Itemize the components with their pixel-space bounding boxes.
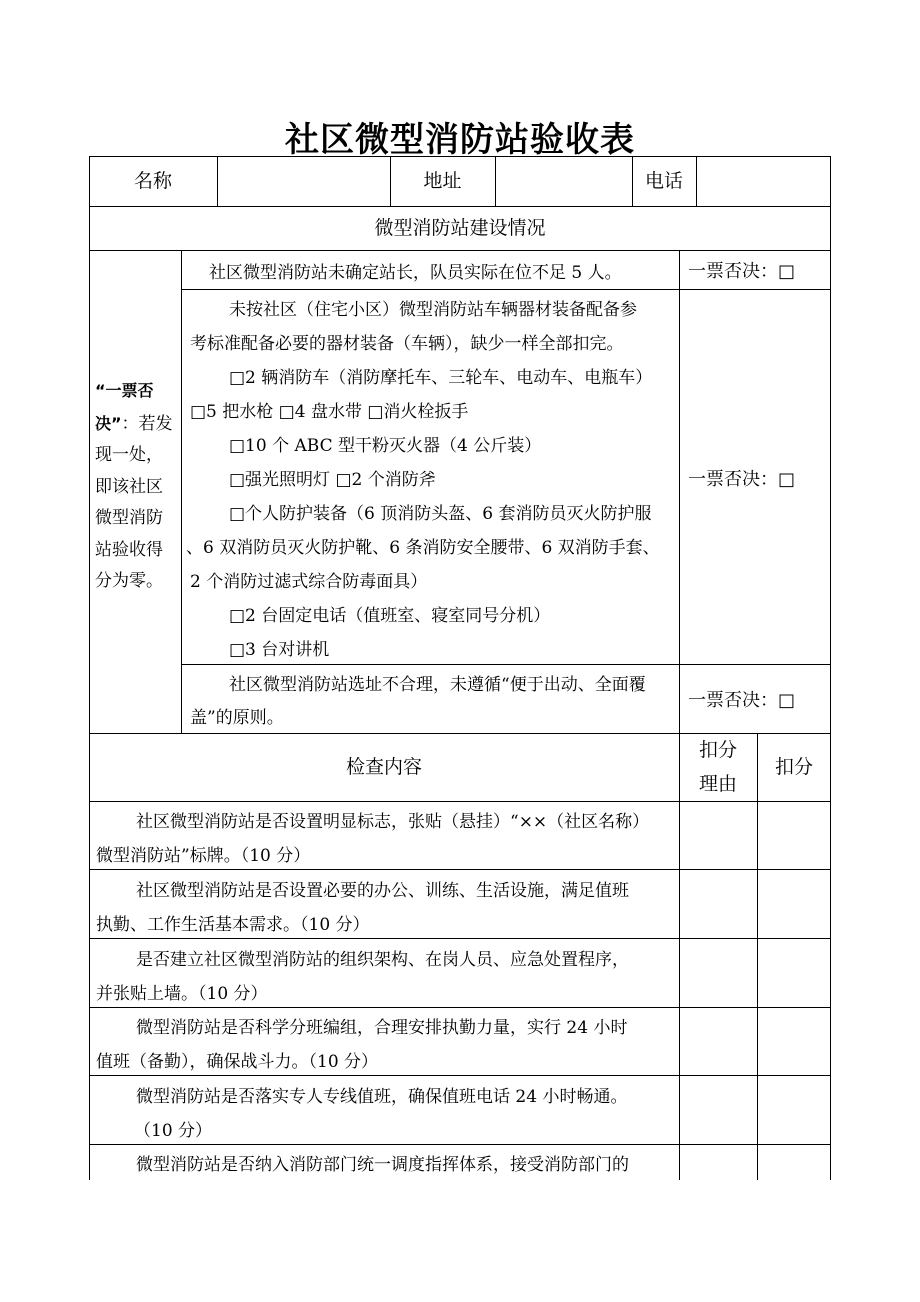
- veto-checkbox-3[interactable]: 一票否决：□: [688, 690, 796, 711]
- col-divider: [757, 733, 758, 1180]
- deduct-reason-header-line2: 理由: [698, 773, 737, 795]
- veto-item-2-line: □3 台对讲机: [229, 640, 330, 660]
- check-item-line: 微型消防站”标牌。（10 分）: [96, 846, 311, 866]
- section-title: 微型消防站建设情况: [374, 217, 546, 239]
- row-divider: [89, 801, 831, 802]
- col-divider: [679, 733, 680, 1180]
- row-divider: [89, 250, 831, 251]
- veto-item-2-line: 2 个消防过滤式综合防毒面具）: [190, 572, 428, 592]
- deduct-reason-header-line1: 扣分: [698, 739, 737, 761]
- veto-item-2-line: 、6 双消防员灭火防护靴、6 条消防安全腰带、6 双消防手套、: [186, 538, 660, 558]
- check-item-line: 微型消防站是否科学分班编组，合理安排执勤力量，实行 24 小时: [136, 1018, 628, 1038]
- check-item-line: 社区微型消防站是否设置必要的办公、训练、生活设施，满足值班: [136, 881, 629, 901]
- veto-checkbox-1[interactable]: 一票否决：□: [688, 261, 796, 282]
- col-divider: [181, 250, 182, 733]
- phone-field[interactable]: [697, 160, 829, 204]
- veto-note: [95, 375, 177, 598]
- check-item-line: 微型消防站是否纳入消防部门统一调度指挥体系，接受消防部门的: [136, 1155, 629, 1175]
- check-item-line: 社区微型消防站是否设置明显标志，张贴（悬挂）“××（社区名称）: [136, 812, 650, 832]
- check-item-line: 微型消防站是否落实专人专线值班，确保值班电话 24 小时畅通。: [136, 1087, 628, 1107]
- veto-item-2-line: □个人防护装备（6 顶消防头盔、6 套消防员灭火防护服: [229, 504, 652, 524]
- check-item-line: （10 分）: [134, 1121, 213, 1141]
- veto-item-2-line: 未按社区（住宅小区）微型消防站车辆器材装备配备参: [229, 300, 637, 320]
- veto-item-3-line: 盖”的原则。: [190, 708, 284, 728]
- veto-item-2-line: □5 把水枪 □4 盘水带 □消火栓扳手: [190, 402, 469, 422]
- address-label: 地址: [423, 170, 462, 192]
- check-item-line: 是否建立社区微型消防站的组织架构、在岗人员、应急处置程序，: [136, 950, 629, 970]
- col-divider: [679, 250, 680, 733]
- page-title: 社区微型消防站验收表: [285, 120, 635, 160]
- phone-label: 电话: [644, 170, 683, 192]
- veto-item-2-line: □2 辆消防车（消防摩托车、三轮车、电动车、电瓶车）: [229, 368, 653, 388]
- veto-note-text: ：若发现一处，即该社区微型消防站验收得分为零。: [95, 413, 173, 591]
- veto-item-1: 社区微型消防站未确定站长，队员实际在位不足 5 人。: [209, 263, 622, 283]
- check-item-line: 并张贴上墙。（10 分）: [96, 984, 268, 1004]
- check-item-line: 值班（备勤），确保战斗力。（10 分）: [96, 1052, 379, 1072]
- veto-note-bold: “一票否决”: [95, 381, 154, 433]
- veto-item-2-line: 考标准配备必要的器材装备（车辆），缺少一样全部扣完。: [190, 334, 624, 354]
- name-label: 名称: [133, 170, 172, 192]
- address-field[interactable]: [496, 160, 631, 204]
- veto-item-3-line: 社区微型消防站选址不合理，未遵循“便于出动、全面覆: [229, 675, 646, 695]
- veto-item-2-line: □2 台固定电话（值班室、寝室同号分机）: [229, 606, 551, 626]
- deduct-header: 扣分: [774, 756, 813, 778]
- row-divider: [89, 206, 831, 207]
- veto-checkbox-2[interactable]: 一票否决：□: [688, 469, 796, 490]
- check-content-header: 检查内容: [345, 756, 422, 778]
- veto-item-2-line: □强光照明灯 □2 个消防斧: [229, 470, 436, 490]
- check-item-line: 执勤、工作生活基本需求。（10 分）: [96, 915, 370, 935]
- veto-item-2-line: □10 个 ABC 型干粉灭火器（4 公斤装）: [229, 436, 542, 456]
- name-field[interactable]: [218, 160, 389, 204]
